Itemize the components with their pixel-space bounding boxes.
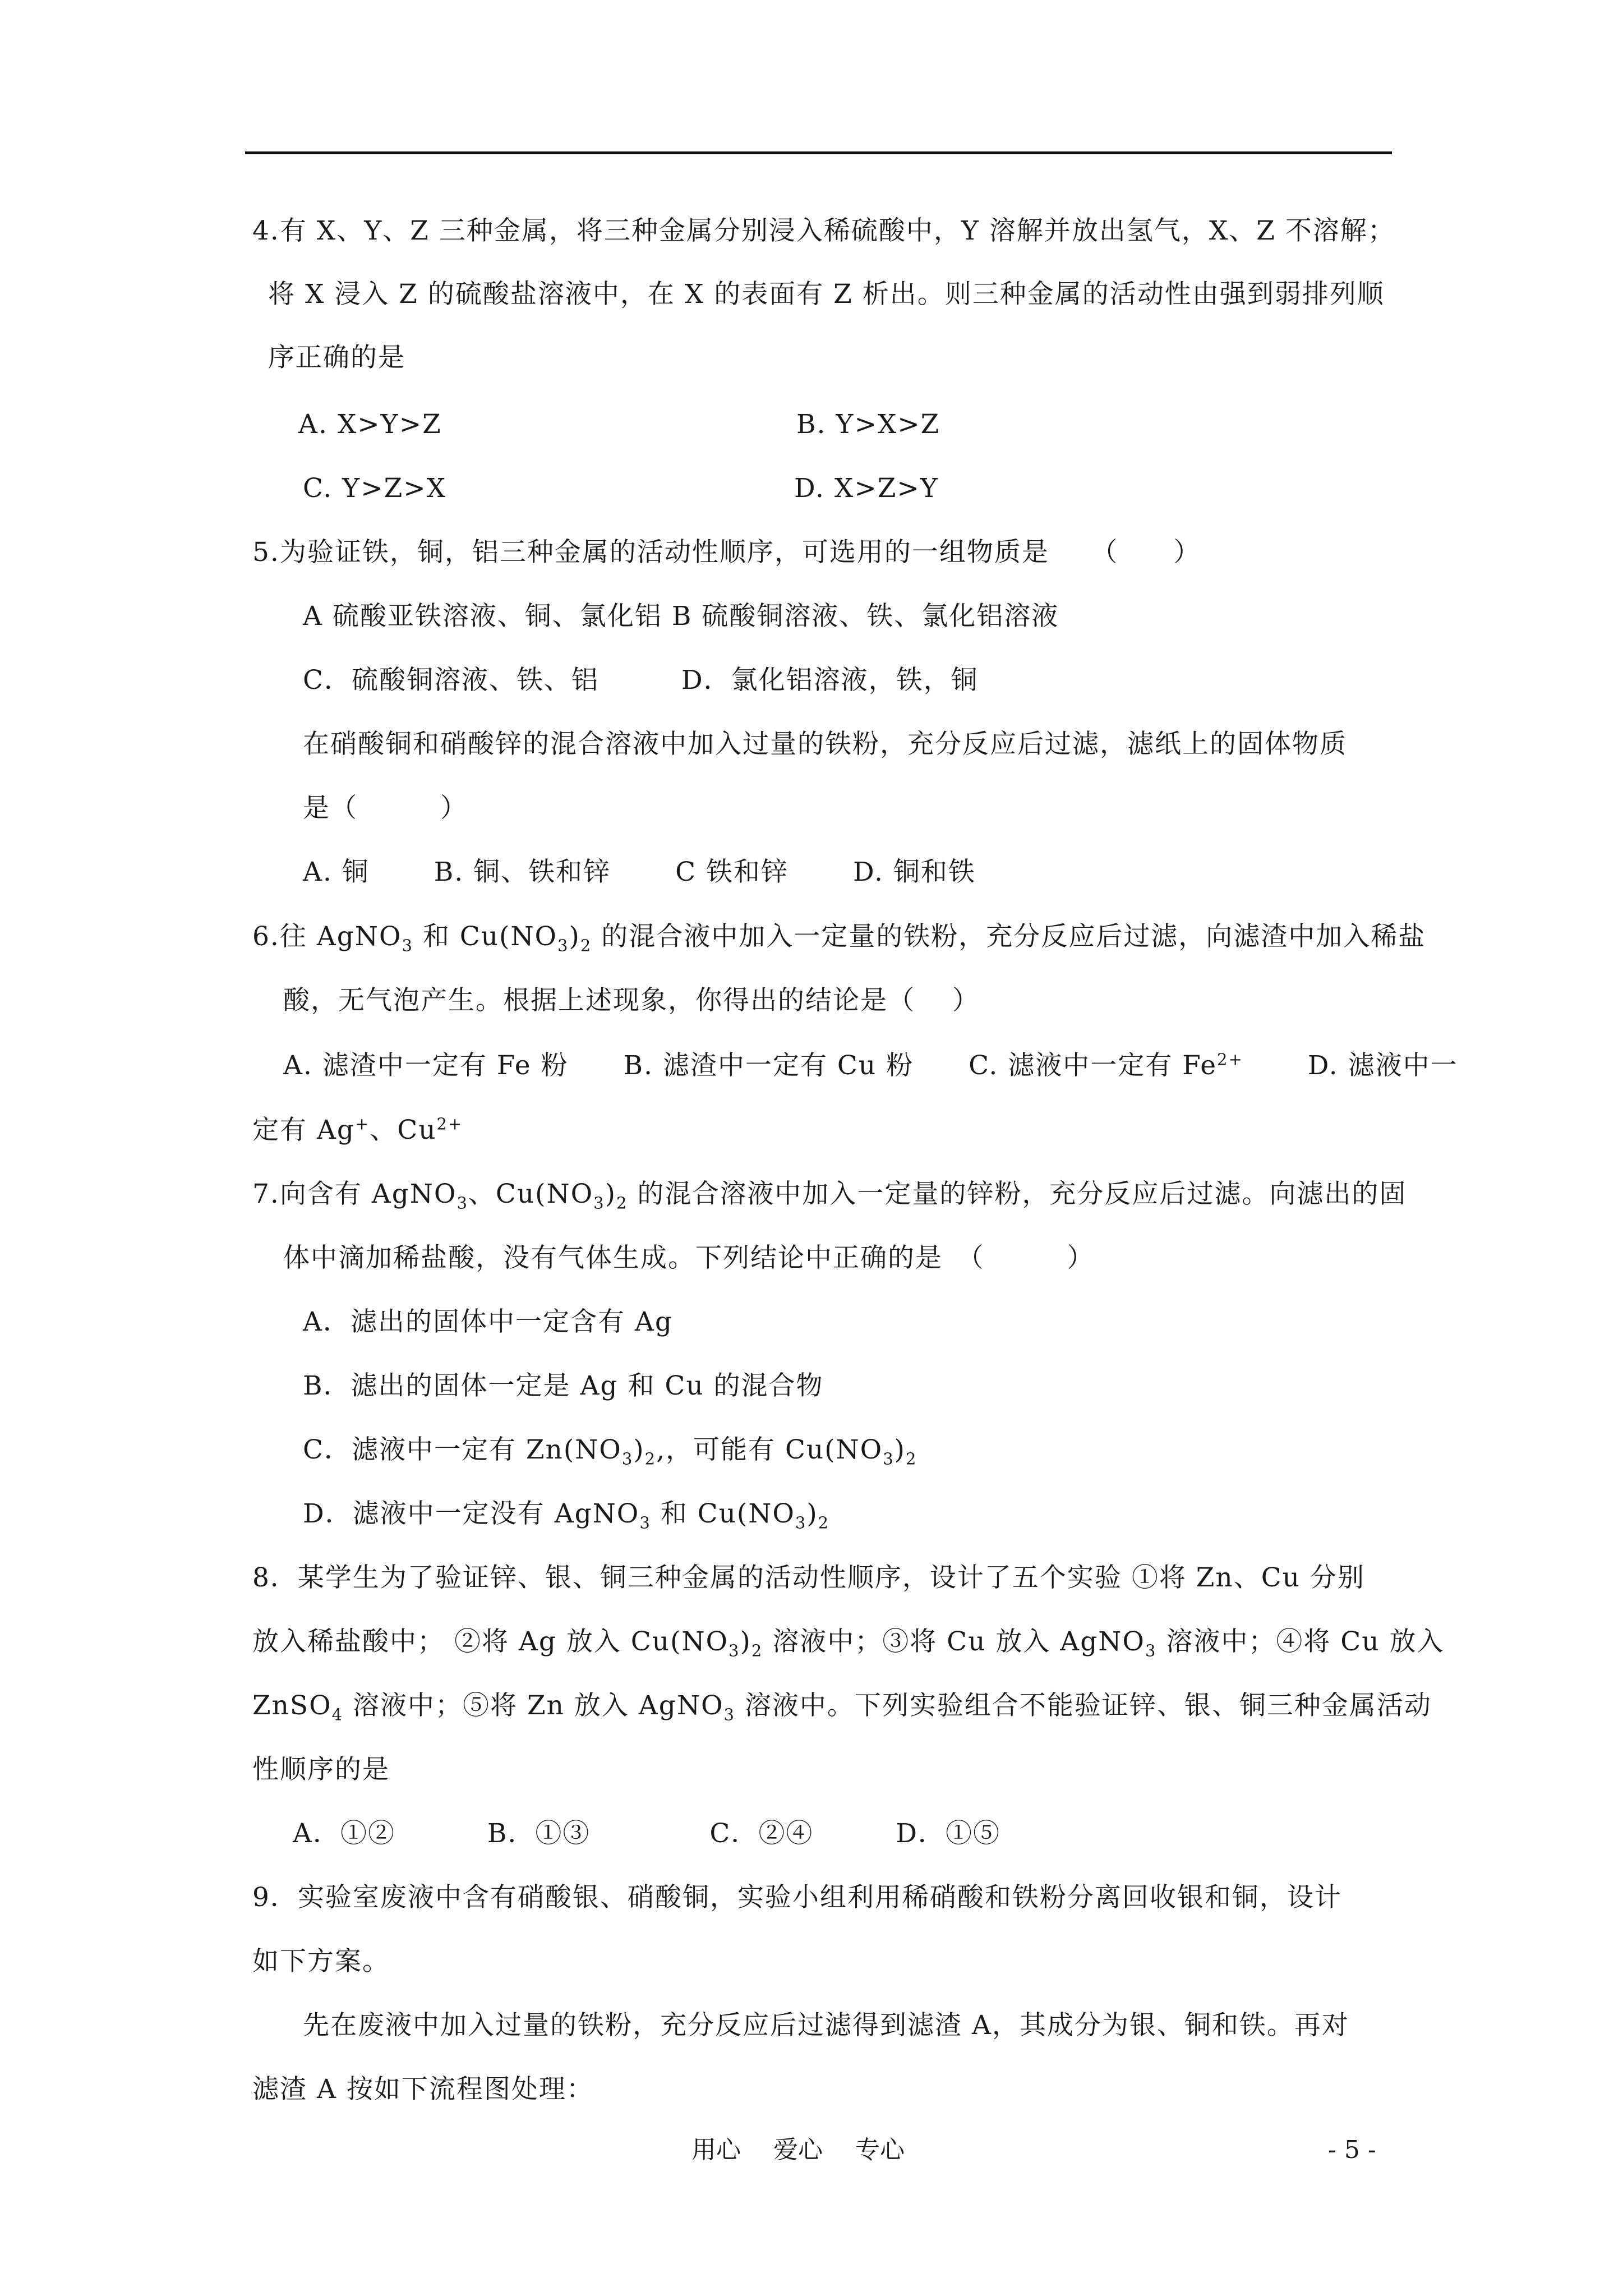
q8-options: A．①② B．①③ C．②④ D．①⑤ xyxy=(293,1818,1001,1849)
q4-option-c: C. Y>Z>X xyxy=(303,473,447,504)
q4-option-b: B. Y>X>Z xyxy=(796,409,940,440)
q4-line-1: 4.有 X、Y、Z 三种金属，将三种金属分别浸入稀硫酸中，Y 溶解并放出氢气，X、Z 不溶解； xyxy=(252,215,1395,246)
header-rule xyxy=(245,151,1392,154)
q9-line-1: 9．实验室废液中含有硝酸银、硝酸铜，实验小组利用稀硝酸和铁粉分离回收银和铜，设计 xyxy=(252,1882,1342,1913)
q6-line-4: 定有 Ag+、$Cu^{2+}$ xyxy=(252,1114,463,1145)
q7-option-a: A．滤出的固体中一定含有 Ag xyxy=(303,1306,673,1337)
q6-line-3: A. 滤渣中一定有 Fe 粉 B. 滤渣中一定有 Cu 粉 C. 滤液中一定有 $Fe^{2+}$ D. 滤液中一 xyxy=(283,1050,1458,1081)
q7-line-2: 体中滴加稀盐酸，没有气体生成。下列结论中正确的是 （ ） xyxy=(283,1243,1095,1273)
q8-line-3: ZnSO$_4$ 溶液中；⑤将 Zn 放入 AgNO$_3$ 溶液中。下列实验组合不能验证锌、银、铜三种金属活动 xyxy=(252,1690,1432,1724)
q7-line-1: 7.向含有 AgNO$_3$、$Cu(NO_3)_2$ 的混合溶液中加入一定量的锌粉，充分反应后过滤。向滤出的固 xyxy=(252,1179,1407,1213)
q5-options-ab: A 硫酸亚铁溶液、铜、氯化铝 B 硫酸铜溶液、铁、氯化铝溶液 xyxy=(303,601,1059,632)
q4-line-2: 将 X 浸入 Z 的硫酸盐溶液中，在 X 的表面有 Z 析出。则三种金属的活动性由强到弱排列顺 xyxy=(268,279,1385,310)
q5-sub-line-1: 在硝酸铜和硝酸锌的混合溶液中加入过量的铁粉，充分反应后过滤，滤纸上的固体物质 xyxy=(303,729,1347,760)
q4-line-3: 序正确的是 xyxy=(268,342,405,373)
q4-option-d: D. X>Z>Y xyxy=(794,473,939,504)
q8-line-1: 8．某学生为了验证锌、银、铜三种金属的活动性顺序，设计了五个实验 ①将 Zn、Cu 分别 xyxy=(252,1562,1365,1593)
q9-line-2: 如下方案。 xyxy=(252,1946,390,1977)
q5-sub-options: A. 铜 B. 铜、铁和锌 C 铁和锌 D. 铜和铁 xyxy=(303,857,976,887)
q4-option-a: A. X>Y>Z xyxy=(298,409,442,440)
q7-option-d: D．滤液中一定没有 AgNO$_3$ 和 $Cu(NO_3)_2$ xyxy=(303,1498,830,1533)
q6-line-2: 酸，无气泡产生。根据上述现象，你得出的结论是（ ） xyxy=(283,985,980,1016)
q7-option-b: B．滤出的固体一定是 Ag 和 Cu 的混合物 xyxy=(303,1370,824,1401)
q5-sub-line-2: 是（ ） xyxy=(303,793,468,823)
q6-line-1: 6.往 AgNO$_3$ 和 $Cu(NO_3)_2$ 的混合液中加入一定量的铁粉，充分反应后过滤，向滤渣中加入稀盐 xyxy=(252,921,1426,955)
q5-options-cd: C．硫酸铜溶液、铁、铝 D．氯化铝溶液，铁，铜 xyxy=(303,665,979,696)
page-number: - 5 - xyxy=(1328,2136,1376,2164)
q7-option-c: C．滤液中一定有 $Zn(NO_3)_2$,，可能有 $Cu(NO_3)_2$ xyxy=(303,1434,917,1469)
q5-stem: 5.为验证铁，铜，铝三种金属的活动性顺序，可选用的一组物质是 （ ） xyxy=(252,537,1201,568)
q8-line-4: 性顺序的是 xyxy=(252,1754,390,1785)
q8-line-2: 放入稀盐酸中； ②将 Ag 放入 $Cu(NO_3)_2$ 溶液中；③将 Cu 放入 AgNO$_3$ 溶液中；④将 Cu 放入 xyxy=(252,1626,1445,1660)
q9-line-4: 滤渣 A 按如下流程图处理： xyxy=(252,2074,594,2105)
footer-motto: 用心 爱心 专心 xyxy=(691,2136,905,2164)
q9-line-3: 先在废液中加入过量的铁粉，充分反应后过滤得到滤渣 A，其成分为银、铜和铁。再对 xyxy=(303,2010,1349,2041)
